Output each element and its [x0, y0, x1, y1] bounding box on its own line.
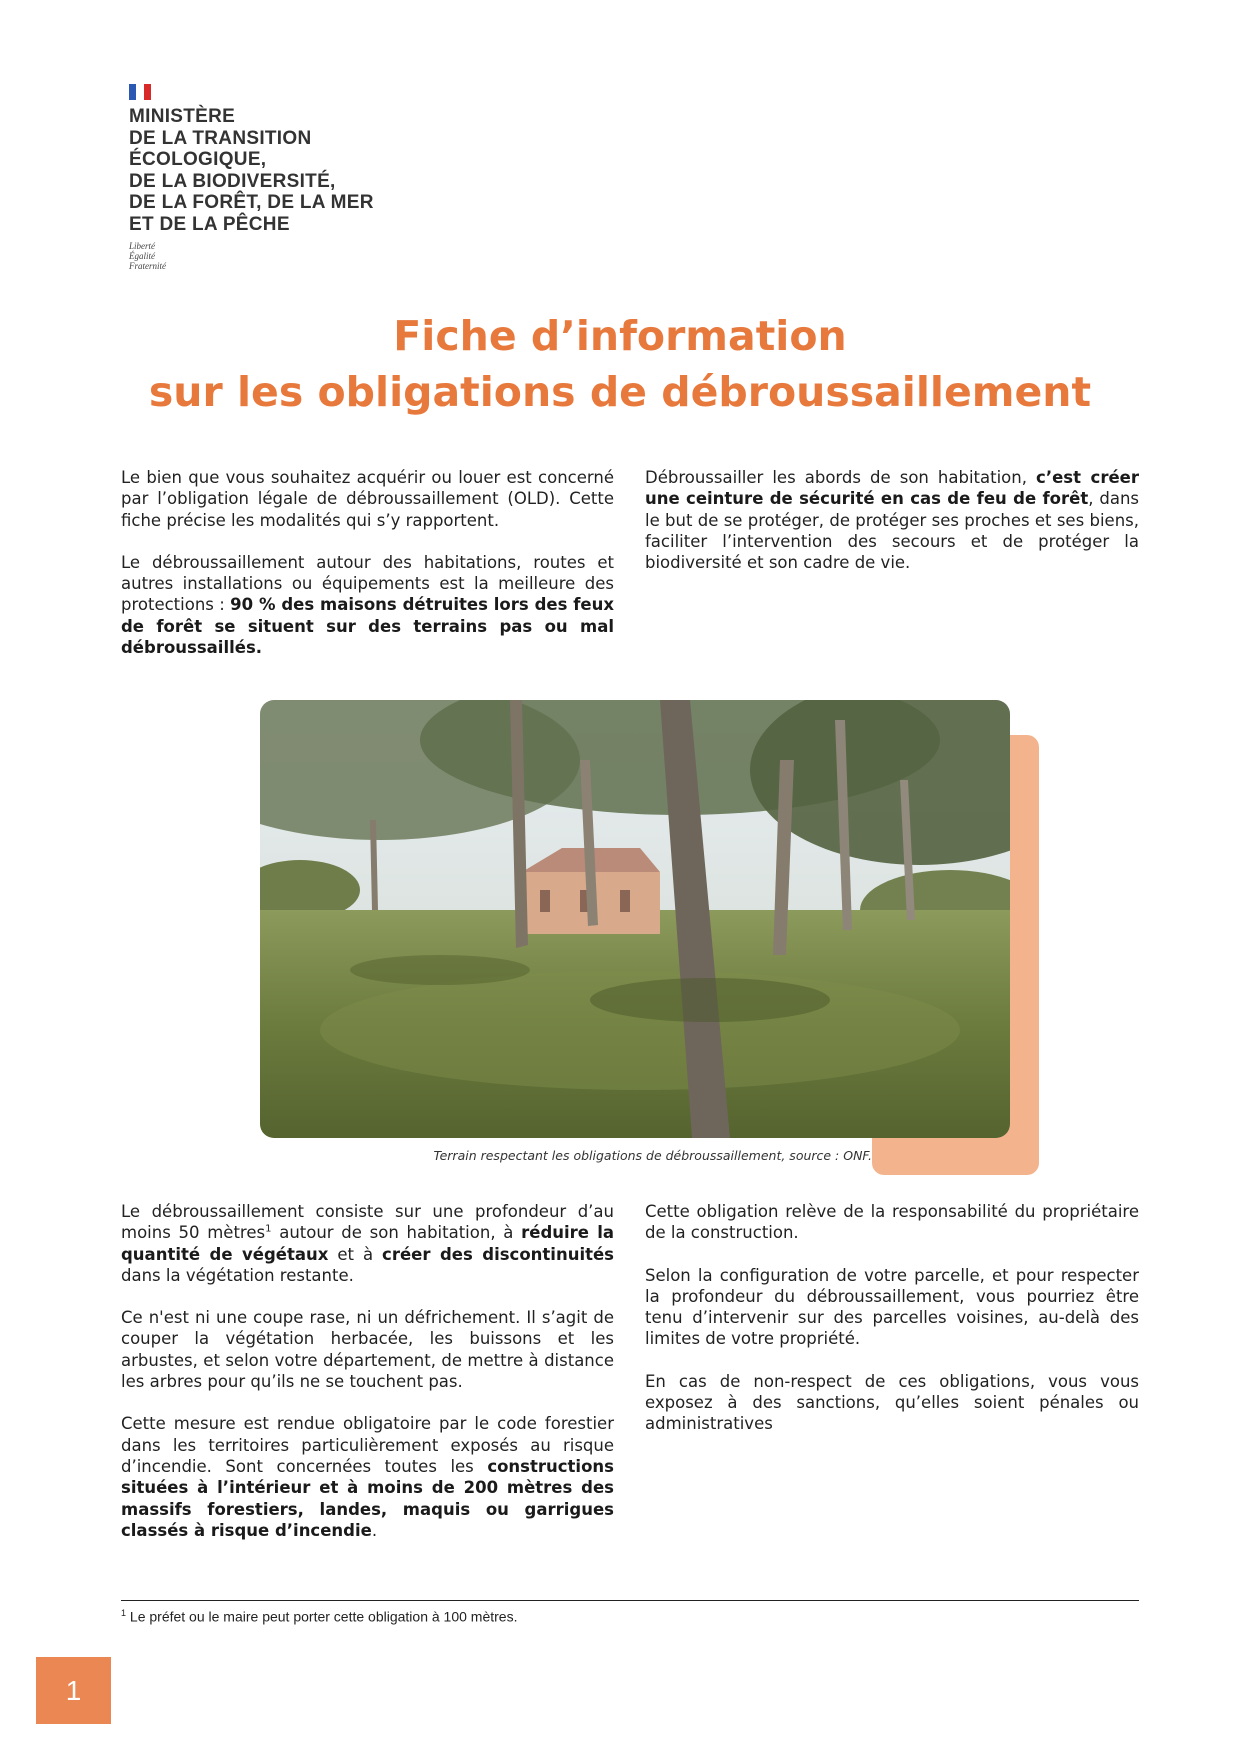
body-paragraph: Cette obligation relève de la responsabilité du propriétaire de la construction. [645, 1202, 1139, 1243]
footnote-text: Le préfet ou le maire peut porter cette obligation à 100 mètres. [126, 1608, 518, 1625]
text-span: Le débroussaillement consiste sur une profondeur d’au moins 50 mètres [121, 1202, 614, 1243]
bold-text: 90 % des maisons détruites lors des feux de forêt se situent sur des terrains pas ou mal débroussaillés. [121, 595, 615, 658]
body-paragraph: En cas de non-respect de ces obligations, vous vous exposez à des sanctions, qu’elles soient pénales ou administratives [645, 1371, 1139, 1434]
page-number-badge [36, 1657, 111, 1724]
body-left-column [121, 1201, 614, 1562]
text-span: . [371, 1520, 378, 1540]
forest-photo [260, 700, 1010, 1138]
body-paragraph: Selon la configuration de votre parcelle, et pour respecter la profondeur du débroussaillement, vous pourriez être tenu d’intervenir sur des parcelles voisines, au-delà des limites de votre propriété. [645, 1265, 1139, 1349]
motto-line: Liberté [129, 241, 155, 251]
text-span: autour de son habitation, à [271, 1223, 522, 1243]
intro-paragraph [121, 552, 614, 658]
intro-right-column [645, 467, 1139, 594]
ministry-line: ÉCOLOGIQUE, [129, 149, 267, 170]
page-number: 1 [65, 1674, 82, 1706]
body-right-column [645, 1201, 1139, 1456]
motto-line: Égalité [129, 251, 155, 261]
ministry-line: DE LA TRANSITION [129, 127, 312, 149]
footnote [121, 1608, 517, 1625]
photo-caption: Terrain respectant les obligations de débroussaillement, source : ONF. [433, 1148, 872, 1163]
ministry-logo [129, 84, 374, 271]
marianne-flag-icon [129, 84, 151, 100]
bold-text: créer des discontinuités [382, 1244, 614, 1264]
forest-photo-image [260, 700, 1010, 1138]
ministry-name [129, 106, 374, 235]
ministry-line: MINISTÈRE [129, 106, 236, 127]
text-span: Cette mesure est rendue obligatoire par le code forestier dans les territoires particulièrement exposés au risque d’incendie. Sont concernées toutes les [121, 1414, 614, 1476]
footnote-separator [121, 1600, 1139, 1601]
intro-paragraph: Le bien que vous souhaitez acquérir ou louer est concerné par l’obligation légale de débroussaillement (OLD). Cette fiche précise les modalités qui s’y rapportent. [121, 468, 614, 530]
text-span: et à [328, 1244, 383, 1264]
text-span: Le débroussaillement autour des habitations, routes et autres installations ou équipements est la meilleure des protections : [121, 552, 614, 615]
text-span: dans la végétation restante. [121, 1265, 354, 1285]
page-title-line-2: sur les obligations de débroussaillement [148, 368, 1092, 416]
body-paragraph: Ce n'est ni une coupe rase, ni un défrichement. Il s’agit de couper la végétation herbacée, les buissons et les arbustes, et selon votre département, de mettre à distance les arbres pour qu’ils ne se touchent pas. [121, 1308, 614, 1392]
footnote-number: 1 [121, 1608, 127, 1618]
flag-blue [129, 84, 136, 100]
republic-motto [129, 241, 374, 271]
bold-text: réduire la quantité de végétaux [121, 1223, 615, 1264]
footnote-marker: 1 [265, 1223, 272, 1235]
page-title-line-1: Fiche d’information [393, 312, 847, 360]
flag-red [144, 84, 151, 100]
intro-paragraph [645, 467, 1139, 573]
motto-line: Fraternité [129, 261, 166, 271]
text-span: Débroussailler les abords de son habitation, [645, 468, 1037, 487]
body-paragraph [121, 1413, 614, 1541]
bold-text: c’est créer une ceinture de sécurité en cas de feu de forêt [645, 468, 1139, 509]
intro-left-column [121, 467, 614, 679]
text-span: , dans le but de se protéger, de protéger ses proches et ses biens, faciliter l’intervention des secours et de protéger la biodiversité et son cadre de vie. [645, 489, 1139, 573]
ministry-line: DE LA BIODIVERSITÉ, [129, 170, 336, 192]
flag-white [136, 84, 143, 100]
ministry-line: DE LA FORÊT, DE LA MER [129, 192, 374, 213]
body-paragraph [121, 1201, 614, 1286]
bold-text: constructions situées à l’intérieur et à moins de 200 mètres des massifs forestiers, landes, maquis ou garrigues classés à risque d’incendie [121, 1456, 614, 1540]
ministry-line: ET DE LA PÊCHE [129, 213, 290, 235]
